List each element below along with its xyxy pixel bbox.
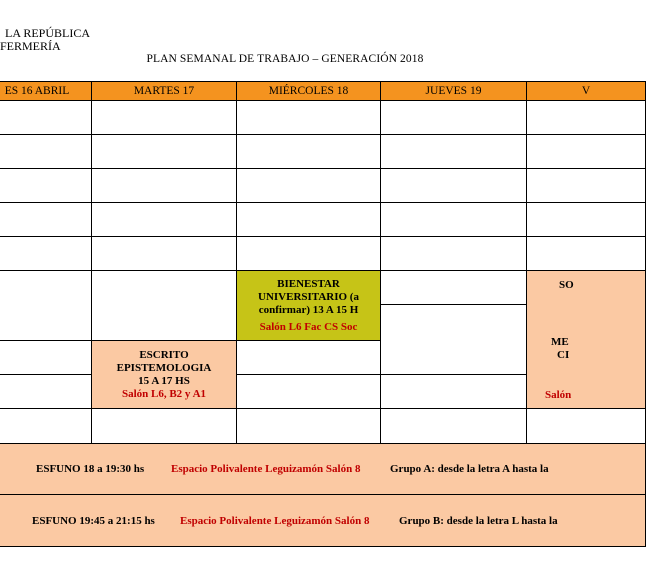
page-title: PLAN SEMANAL DE TRABAJO – GENERACIÓN 2018 — [146, 53, 424, 65]
esfuno-band-group-b — [0, 494, 646, 547]
day-header-monday: ES 16 ABRIL — [0, 81, 92, 101]
slot-fri-9 — [526, 408, 646, 444]
slot-wed-3 — [236, 168, 381, 203]
slot-tue-3 — [91, 168, 237, 203]
slot-thu-6 — [380, 270, 527, 305]
event-friday-line3: CI — [557, 349, 570, 361]
event-escrito-line1: ESCRITO — [139, 348, 189, 361]
slot-thu-4 — [380, 202, 527, 237]
slot-fri-3 — [526, 168, 646, 203]
slot-mon-9 — [0, 408, 92, 444]
slot-tue-5 — [91, 236, 237, 271]
esfuno-band-group-a — [0, 443, 646, 495]
slot-mon-3 — [0, 168, 92, 203]
slot-thu-2 — [380, 134, 527, 169]
event-friday-line2: ME — [551, 336, 569, 348]
schedule-table — [0, 81, 591, 547]
esfuno-b-name: ESFUNO 19:45 a 21:15 hs — [32, 514, 155, 527]
slot-wed-5 — [236, 236, 381, 271]
slot-mon-1 — [0, 100, 92, 135]
slot-wed-8 — [236, 374, 381, 409]
slot-tue-2 — [91, 134, 237, 169]
slot-mon-8 — [0, 374, 92, 409]
day-header-thursday: JUEVES 19 — [380, 81, 527, 101]
event-bienestar-room: Salón L6 Fac CS Soc — [259, 320, 358, 333]
event-bienestar-universitario — [236, 270, 381, 341]
event-bienestar-line2: UNIVERSITARIO (a — [258, 290, 359, 303]
day-header-friday: V — [526, 81, 646, 101]
esfuno-a-name: ESFUNO 18 a 19:30 hs — [36, 463, 145, 475]
slot-fri-1 — [526, 100, 646, 135]
slot-mon-2 — [0, 134, 92, 169]
esfuno-a-place: Espacio Polivalente Leguizamón Salón 8 — [171, 463, 361, 475]
esfuno-a-group: Grupo A: desde la letra A hasta la — [390, 463, 549, 475]
slot-thu-3 — [380, 168, 527, 203]
slot-wed-9 — [236, 408, 381, 444]
slot-tue-1 — [91, 100, 237, 135]
slot-mon-5 — [0, 236, 92, 271]
esfuno-b-place: Espacio Polivalente Leguizamón Salón 8 — [180, 514, 370, 527]
day-header-tuesday: MARTES 17 — [91, 81, 237, 101]
event-friday-line1: SO — [559, 279, 574, 291]
event-friday-room: Salón — [545, 389, 572, 401]
slot-wed-1 — [236, 100, 381, 135]
slot-thu-5 — [380, 236, 527, 271]
event-escrito-line2: EPISTEMOLOGIA — [116, 361, 212, 374]
slot-fri-2 — [526, 134, 646, 169]
slot-thu-8 — [380, 374, 527, 409]
slot-fri-4 — [526, 202, 646, 237]
slot-wed-4 — [236, 202, 381, 237]
slot-tue-6 — [91, 270, 237, 341]
slot-fri-5 — [526, 236, 646, 271]
event-bienestar-line1: BIENESTAR — [277, 277, 340, 290]
event-friday — [526, 270, 646, 409]
slot-mon-6 — [0, 270, 92, 341]
day-header-wednesday: MIÉRCOLES 18 — [236, 81, 381, 101]
event-escrito-epistemologia — [91, 340, 237, 409]
slot-thu-1 — [380, 100, 527, 135]
institution-line-2: FERMERÍA — [0, 39, 61, 53]
esfuno-b-group: Grupo B: desde la letra L hasta la — [399, 514, 558, 527]
slot-thu-7 — [380, 304, 527, 375]
slot-wed-7 — [236, 340, 381, 375]
slot-mon-7 — [0, 340, 92, 375]
slot-wed-2 — [236, 134, 381, 169]
slot-thu-9 — [380, 408, 527, 444]
institution-line-1: LA REPÚBLICA — [5, 26, 91, 40]
event-escrito-room: Salón L6, B2 y A1 — [121, 387, 207, 400]
slot-tue-9 — [91, 408, 237, 444]
slot-mon-4 — [0, 202, 92, 237]
slot-tue-4 — [91, 202, 237, 237]
event-escrito-line3: 15 A 17 HS — [138, 374, 190, 387]
event-bienestar-line3: confirmar) 13 A 15 H — [258, 303, 359, 316]
